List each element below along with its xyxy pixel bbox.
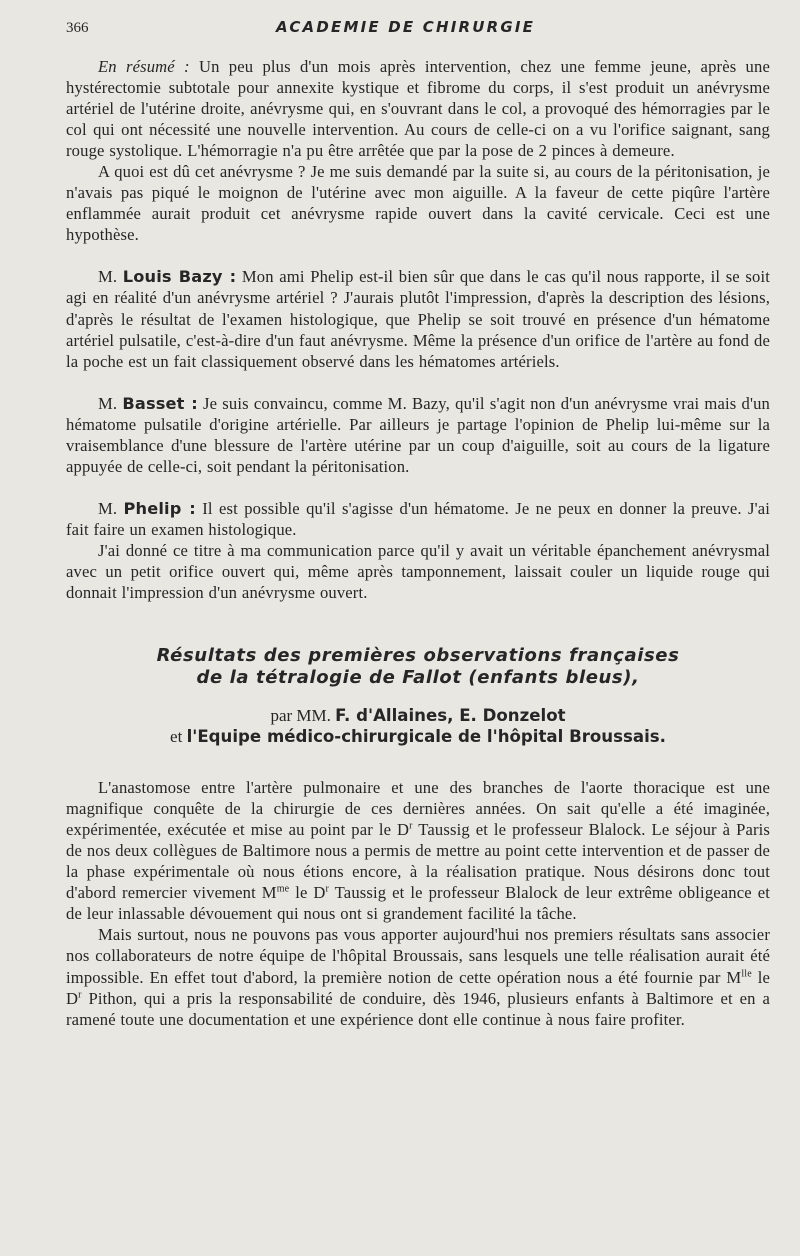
phelip-followup-paragraph: J'ai donné ce titre à ma communication parce qu'il y avait un véritable épanchement anévrysmal avec un petit orifice ouvert qui, même après tamponnement, laissait couler un liquide rouge qui donnait l'impression d'un anévrysme ouvert. — [66, 540, 770, 603]
byline-authors — [66, 705, 770, 726]
body-paragraph-2 — [66, 924, 770, 1029]
discussion-bazy — [66, 266, 770, 371]
discussion-text: Il est possible qu'il s'agisse d'un hématome. Je ne peux en donner la preuve. J'ai fait faire un examen histologique. — [66, 498, 770, 539]
superscript: r — [409, 820, 413, 832]
speaker-prefix: M. — [98, 267, 118, 287]
resume-paragraph — [66, 56, 770, 161]
byline-prefix: par MM. — [270, 706, 331, 726]
text-run: le D — [66, 967, 770, 1008]
byline-names: F. d'Allaines, E. Donzelot — [335, 706, 566, 726]
speaker-name: Phelip : — [123, 498, 196, 518]
speaker-prefix: M. — [98, 393, 118, 413]
byline-team-prefix: et — [170, 727, 183, 747]
discussion-phelip — [66, 498, 770, 540]
article-title-line-1: Résultats des premières observations françaises — [156, 645, 680, 667]
text-run: Taussig et le professeur Blalock de leur extrême obligeance et de leur inlassable dévouement qui nous ont si grandement facilité la tâche. — [66, 883, 770, 924]
text-run: le D — [289, 883, 326, 903]
speaker-prefix: M. — [98, 498, 118, 518]
resume-text: Un peu plus d'un mois après intervention, chez une femme jeune, après une hystérectomie subtotale pour annexite kystique et fibrome du corps, il s'est produit un anévrysme artériel de l'utérine droite, anévrysme qui, en s'ouvrant dans le col, a provoqué des hémorragies par le col qui ont nécessité une nouvelle intervention. Au cours de celle-ci on a vu l'orifice saignant, sang rouge systolique. L'hémorragie n'a pu être arrêtée que par la pose de 2 pinces à demeure. — [66, 57, 770, 161]
superscript: r — [78, 989, 82, 1001]
superscript: me — [276, 883, 290, 895]
text-run: Taussig et le professeur Blalock. Le séjour à Paris de nos deux collègues de Baltimore nous a permis de mettre au point cette intervention et de passer de la phase expérimentale où nous étions encore, à la réalisation pratique. Nous désirons donc tout d'abord remercier vivement M — [66, 820, 771, 903]
superscript: r — [325, 883, 330, 895]
text-run: Mais surtout, nous ne pouvons pas vous apporter aujourd'hui nos premiers résultats sans associer nos collaborateurs de notre équipe de l'hôpital Broussais, sans lesquels une telle réalisation aurait été impossible. En effet tout d'abord, la première notion de cette opération nous a été fournie par M — [66, 925, 770, 987]
discussion-text: Mon ami Phelip est-il bien sûr que dans le cas qu'il nous rapporte, il se soit agi en réalité d'un anévrysme artériel ? J'aurais plutôt l'impression, d'après la description des lésions, d'après le résultat de l'examen histologique, que Phelip se soit trouvé en présence d'un hématome artériel pulsatile, c'est-à-dire d'un faut anévrysme. Même la présence d'un orifice de l'artère au fond de la poche est un fait classiquement observé dans les hématomes artériels. — [66, 267, 770, 371]
article-heading — [66, 645, 770, 747]
article-title-line-2: de la tétralogie de Fallot (enfants bleus), — [196, 667, 640, 689]
hypothesis-paragraph: A quoi est dû cet anévrysme ? Je me suis demandé par la suite si, au cours de la péritonisation, je n'avais pas piqué le moignon de l'utérine avec mon aiguille. A la faveur de cette piqûre l'artère enflammée aurait produit cet anévrysme rapide ouvert dans la cavité cervicale. Ceci est une hypothèse. — [66, 162, 770, 245]
resume-label: En résumé : — [98, 57, 190, 76]
text-run: L'anastomose entre l'artère pulmonaire et une des branches de l'aorte thoracique est une magnifique conquête de la chirurgie de ces dernières années. On sait qu'elle a été imaginée, expérimentée, exécutée et mise au point par le D — [66, 778, 770, 840]
discussion-text: Je suis convaincu, comme M. Bazy, qu'il s'agit non d'un anévrysme vrai mais d'un hématome pulsatile d'origine artérielle. Par ailleurs je partage l'opinion de Phelip lui-même sur la vraisemblance d'une blessure de l'artère utérine par un coup d'aiguille, soit au cours de la ligature appuyée de celle-ci, soit pendant la péritonisation. — [66, 393, 771, 476]
superscript: lle — [741, 967, 752, 979]
byline-team-line — [66, 726, 770, 747]
text-run: Pithon, qui a pris la responsabilité de conduire, dès 1946, plusieurs enfants à Baltimore et en a ramené toute une documentation et une expérience dont elle continue à nous faire profiter. — [66, 988, 770, 1029]
running-head — [66, 18, 770, 42]
speaker-name: Louis Bazy : — [122, 267, 237, 287]
discussion-basset — [66, 393, 770, 477]
byline-team: l'Equipe médico-chirurgicale de l'hôpital Broussais. — [186, 727, 666, 747]
body-paragraph-1 — [66, 777, 770, 924]
journal-title: ACADEMIE DE CHIRURGIE — [276, 18, 536, 36]
page-number: 366 — [66, 20, 89, 36]
speaker-name: Basset : — [122, 393, 198, 413]
